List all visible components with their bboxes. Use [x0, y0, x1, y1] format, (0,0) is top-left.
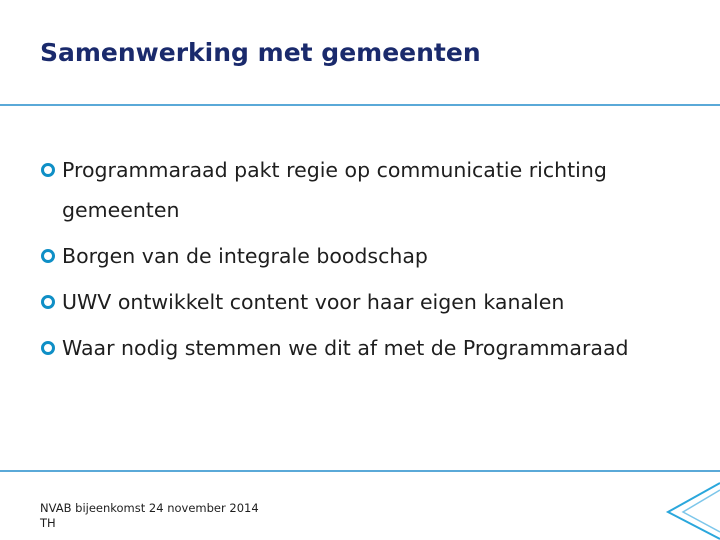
bullet-list — [40, 150, 710, 374]
ring-bullet-icon — [41, 249, 55, 263]
bullet-text: UWV ontwikkelt content voor haar eigen kanalen — [62, 290, 565, 314]
footer-line-2: TH — [40, 516, 56, 530]
ring-bullet-icon — [41, 163, 55, 177]
bullet-text: Borgen van de integrale boodschap — [62, 244, 428, 268]
bullet-item — [40, 328, 710, 368]
bullet-text: Programmaraad pakt regie op communicatie richting gemeenten — [62, 158, 607, 222]
slide-title: Samenwerking met gemeenten — [40, 38, 481, 67]
ring-bullet-icon — [41, 341, 55, 355]
bullet-text: Waar nodig stemmen we dit af met de Programmaraad — [62, 336, 629, 360]
bullet-item — [40, 150, 710, 230]
title-divider — [0, 104, 720, 106]
chevron-logo-icon — [668, 483, 720, 539]
ring-bullet-icon — [41, 295, 55, 309]
bullet-item — [40, 236, 710, 276]
footer-line-1: NVAB bijeenkomst 24 november 2014 — [40, 501, 259, 515]
bullet-item — [40, 282, 710, 322]
footer — [40, 501, 259, 531]
